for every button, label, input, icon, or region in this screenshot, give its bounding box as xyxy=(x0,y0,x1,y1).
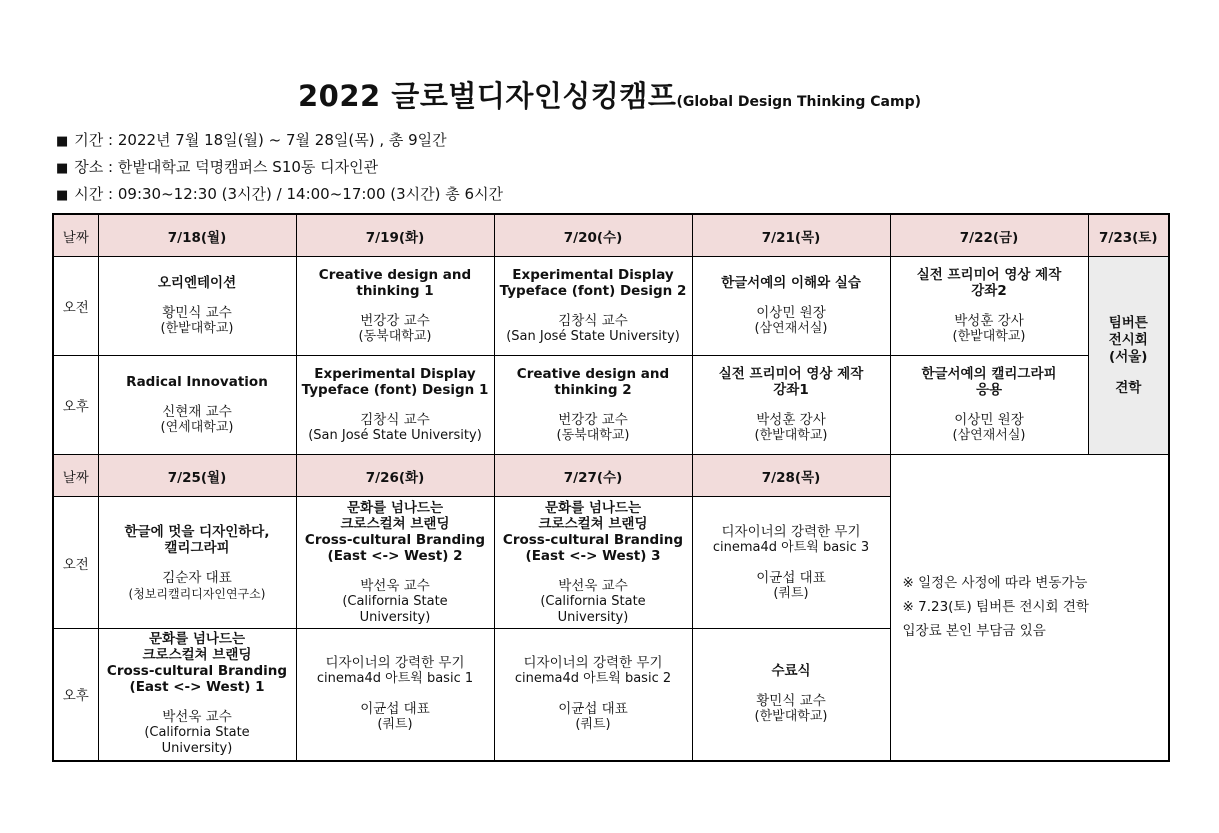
saturday-event-cell xyxy=(1088,257,1169,455)
week2-header-row xyxy=(53,455,1169,497)
session-presenter: 박성훈 강사 xyxy=(756,412,826,428)
period-label-am: 오전 xyxy=(53,497,98,629)
session-title: 오리엔테이션 xyxy=(157,275,237,291)
session-cell xyxy=(296,497,494,629)
session-affiliation: (쿼트) xyxy=(773,585,809,601)
session-title: 강좌2 xyxy=(971,283,1007,299)
session-cell xyxy=(692,257,890,356)
date-header: 7/25(월) xyxy=(98,455,296,497)
session-affiliation: (청보리캘리디자인연구소) xyxy=(128,586,266,601)
session-cell xyxy=(296,257,494,356)
session-presenter: 박선욱 교수 xyxy=(558,577,628,594)
session-title: 실전 프리미어 영상 제작 xyxy=(916,267,1062,283)
week1-am-row xyxy=(53,257,1169,356)
session-presenter: 김창식 교수 xyxy=(360,412,430,428)
note-line: ※ 7.23(토) 팀버튼 전시회 견학 xyxy=(902,599,1089,616)
session-affiliation: University) xyxy=(557,609,629,625)
session-title: 응용 xyxy=(975,382,1003,398)
session-cell xyxy=(494,497,692,629)
session-title: 문화를 넘나드는 xyxy=(347,499,443,516)
period-label-pm: 오후 xyxy=(53,629,98,761)
session-affiliation: (삼연재서실) xyxy=(952,428,1026,443)
session-title: (East <-> West) 3 xyxy=(525,547,661,564)
session-title: (East <-> West) 2 xyxy=(327,547,463,564)
session-title: Typeface (font) Design 1 xyxy=(301,382,489,398)
session-cell xyxy=(890,257,1088,356)
session-affiliation: University) xyxy=(161,741,233,757)
period-label-pm: 오후 xyxy=(53,356,98,455)
session-title: (East <-> West) 1 xyxy=(129,679,265,696)
info-time xyxy=(56,183,503,204)
title-subtitle: (Global Design Thinking Camp) xyxy=(676,94,921,110)
bullet-icon: ■ xyxy=(56,161,69,176)
session-affiliation: (California State xyxy=(540,593,646,609)
session-affiliation: (쿼트) xyxy=(575,717,611,733)
session-title: 디자이너의 강력한 무기 xyxy=(721,523,861,540)
session-title: 디자이너의 강력한 무기 xyxy=(523,655,663,672)
session-title: Radical Innovation xyxy=(126,374,268,390)
session-title: 크로스컬쳐 브랜딩 xyxy=(142,647,252,664)
session-cell xyxy=(98,356,296,455)
session-title: thinking 1 xyxy=(356,283,434,299)
session-cell xyxy=(98,497,296,629)
date-header: 7/23(토) xyxy=(1088,214,1169,257)
period-label-am: 오전 xyxy=(53,257,98,356)
note-line: ※ 일정은 사정에 따라 변동가능 xyxy=(902,575,1088,592)
session-affiliation: (한밭대학교) xyxy=(160,321,234,336)
session-title: thinking 2 xyxy=(554,382,632,398)
date-header: 7/20(수) xyxy=(494,214,692,257)
session-title: Cross-cultural Branding xyxy=(502,531,684,548)
session-presenter: 번강강 교수 xyxy=(558,412,628,428)
session-cell xyxy=(890,356,1088,455)
session-presenter: 황민식 교수 xyxy=(756,693,826,710)
session-cell xyxy=(296,629,494,761)
session-title: Experimental Display xyxy=(512,267,674,283)
session-cell xyxy=(98,257,296,356)
session-title: 한글서예의 캘리그라피 xyxy=(921,366,1057,382)
bullet-icon: ■ xyxy=(56,188,69,203)
session-cell xyxy=(98,629,296,761)
bullet-icon: ■ xyxy=(56,134,69,149)
session-presenter: 이상민 원장 xyxy=(756,305,826,321)
session-presenter: 박선욱 교수 xyxy=(360,577,430,594)
session-title: 크로스컬쳐 브랜딩 xyxy=(538,515,648,532)
session-title: Cross-cultural Branding xyxy=(106,663,288,680)
date-header: 7/27(수) xyxy=(494,455,692,497)
session-cell xyxy=(494,356,692,455)
session-affiliation: (한밭대학교) xyxy=(754,428,828,443)
session-title: 문화를 넘나드는 xyxy=(149,631,245,648)
session-title: 수료식 xyxy=(771,663,811,680)
session-presenter: 신현재 교수 xyxy=(162,404,232,420)
session-presenter: 이균섭 대표 xyxy=(360,701,430,718)
schedule-table xyxy=(52,213,1170,762)
date-header: 7/22(금) xyxy=(890,214,1088,257)
session-affiliation: (San José State University) xyxy=(506,329,680,344)
session-presenter: 이상민 원장 xyxy=(954,412,1024,428)
session-presenter: 박선욱 교수 xyxy=(162,709,232,726)
date-header: 7/18(월) xyxy=(98,214,296,257)
session-affiliation: (California State xyxy=(342,593,448,609)
date-header: 7/26(화) xyxy=(296,455,494,497)
session-title: cinema4d 아트웍 basic 2 xyxy=(514,671,672,687)
date-header: 7/28(목) xyxy=(692,455,890,497)
saturday-event-line: 견학 xyxy=(1115,379,1142,396)
session-title: Typeface (font) Design 2 xyxy=(499,283,687,299)
session-cell xyxy=(296,356,494,455)
session-affiliation: (한밭대학교) xyxy=(754,709,828,725)
session-title: cinema4d 아트웍 basic 3 xyxy=(712,539,870,555)
session-cell xyxy=(692,497,890,629)
title-main: 2022 글로벌디자인싱킹캠프 xyxy=(298,79,677,113)
session-affiliation: (San José State University) xyxy=(308,428,482,443)
session-title: 한글서예의 이해와 실습 xyxy=(721,275,861,291)
saturday-event-line: 팀버튼 xyxy=(1108,314,1148,331)
session-title: 문화를 넘나드는 xyxy=(545,499,641,516)
session-title: 크로스컬쳐 브랜딩 xyxy=(340,515,450,532)
session-title: 한글에 멋을 디자인하다, xyxy=(124,523,270,540)
session-presenter: 황민식 교수 xyxy=(162,305,232,321)
notes-cell xyxy=(890,455,1169,761)
note-line: 입장료 본인 부담금 있음 xyxy=(902,623,1046,640)
date-header: 7/21(목) xyxy=(692,214,890,257)
session-affiliation: (동북대학교) xyxy=(358,329,432,344)
date-label: 날짜 xyxy=(53,214,98,257)
saturday-event-line: 전시회 xyxy=(1108,331,1148,348)
session-presenter: 이균섭 대표 xyxy=(558,701,628,718)
session-presenter: 김창식 교수 xyxy=(558,313,628,329)
page-title xyxy=(0,74,1219,115)
date-header: 7/19(화) xyxy=(296,214,494,257)
info-place-text: 장소 : 한밭대학교 덕명캠퍼스 S10동 디자인관 xyxy=(74,158,379,176)
saturday-event-line: (서울) xyxy=(1109,348,1148,365)
session-cell xyxy=(494,257,692,356)
session-cell xyxy=(692,629,890,761)
session-cell xyxy=(692,356,890,455)
session-presenter: 김순자 대표 xyxy=(162,569,232,586)
session-affiliation: (쿼트) xyxy=(377,717,413,733)
session-affiliation: (삼연재서실) xyxy=(754,321,828,336)
week1-header-row xyxy=(53,214,1169,257)
session-affiliation: (한밭대학교) xyxy=(952,329,1026,344)
session-title: Creative design and xyxy=(516,366,670,382)
date-label: 날짜 xyxy=(53,455,98,497)
session-title: Creative design and xyxy=(318,267,472,283)
info-time-text: 시간 : 09:30~12:30 (3시간) / 14:00~17:00 (3시간) 총 6시간 xyxy=(74,185,504,203)
session-title: 디자이너의 강력한 무기 xyxy=(325,655,465,672)
session-title: Experimental Display xyxy=(314,366,476,382)
session-affiliation: (연세대학교) xyxy=(160,420,234,435)
session-cell xyxy=(494,629,692,761)
session-presenter: 박성훈 강사 xyxy=(954,313,1024,329)
session-title: 캘리그라피 xyxy=(164,539,230,556)
week1-pm-row xyxy=(53,356,1169,455)
info-period xyxy=(56,129,447,150)
info-period-text: 기간 : 2022년 7월 18일(월) ~ 7월 28일(목) , 총 9일간 xyxy=(74,131,447,149)
session-title: Cross-cultural Branding xyxy=(304,531,486,548)
info-place xyxy=(56,156,378,177)
session-presenter: 이균섭 대표 xyxy=(756,569,826,586)
session-title: cinema4d 아트웍 basic 1 xyxy=(316,671,474,687)
session-affiliation: (동북대학교) xyxy=(556,428,630,443)
session-affiliation: University) xyxy=(359,609,431,625)
session-presenter: 번강강 교수 xyxy=(360,313,430,329)
session-title: 실전 프리미어 영상 제작 xyxy=(718,366,864,382)
session-title: 강좌1 xyxy=(773,382,809,398)
session-affiliation: (California State xyxy=(144,725,250,741)
